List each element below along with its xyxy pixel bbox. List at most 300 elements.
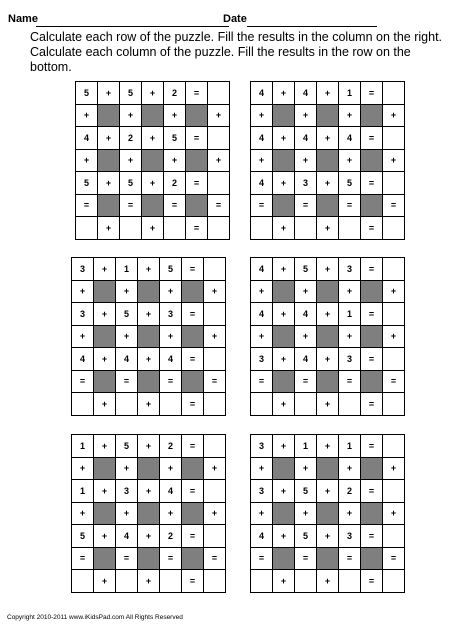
equals-operator: = xyxy=(383,548,404,570)
shaded-cell xyxy=(98,150,119,172)
answer-cell[interactable] xyxy=(383,393,404,415)
plus-operator: + xyxy=(317,258,338,280)
plus-operator: + xyxy=(94,525,115,547)
plus-operator: + xyxy=(138,303,159,325)
shaded-cell xyxy=(273,150,294,172)
plus-operator: + xyxy=(339,503,360,525)
plus-operator: + xyxy=(295,503,316,525)
plus-operator: + xyxy=(138,525,159,547)
answer-cell[interactable] xyxy=(72,393,93,415)
plus-operator: + xyxy=(317,480,338,502)
equals-operator: = xyxy=(295,195,316,217)
equals-operator: = xyxy=(361,258,382,280)
shaded-cell xyxy=(138,326,159,348)
answer-cell[interactable] xyxy=(160,393,181,415)
number-cell: 1 xyxy=(72,480,93,502)
plus-operator: + xyxy=(94,435,115,457)
number-cell: 4 xyxy=(160,348,181,370)
answer-cell[interactable] xyxy=(383,127,404,149)
number-cell: 4 xyxy=(295,127,316,149)
number-cell: 3 xyxy=(339,525,360,547)
shaded-cell xyxy=(138,503,159,525)
plus-operator: + xyxy=(138,393,159,415)
equals-operator: = xyxy=(361,172,382,194)
plus-operator: + xyxy=(94,258,115,280)
answer-cell[interactable] xyxy=(383,525,404,547)
plus-operator: + xyxy=(383,105,404,127)
puzzle-grid-6 xyxy=(250,434,405,593)
number-cell: 1 xyxy=(339,82,360,104)
number-cell: 2 xyxy=(120,127,141,149)
shaded-cell xyxy=(186,105,207,127)
plus-operator: + xyxy=(142,127,163,149)
plus-operator: + xyxy=(204,281,225,303)
shaded-cell xyxy=(273,503,294,525)
plus-operator: + xyxy=(273,435,294,457)
shaded-cell xyxy=(182,371,203,393)
equals-operator: = xyxy=(116,548,137,570)
answer-cell[interactable] xyxy=(204,435,225,457)
plus-operator: + xyxy=(208,105,229,127)
shaded-cell xyxy=(142,105,163,127)
equals-operator: = xyxy=(361,393,382,415)
shaded-cell xyxy=(138,548,159,570)
equals-operator: = xyxy=(182,435,203,457)
puzzle-grid-2 xyxy=(250,81,405,240)
equals-operator: = xyxy=(361,348,382,370)
number-cell: 5 xyxy=(120,82,141,104)
number-cell: 3 xyxy=(251,480,272,502)
shaded-cell xyxy=(273,548,294,570)
copyright-footer: Copyright 2010-2011 www.iKidsPad.com All Rights Reserved xyxy=(7,614,183,621)
plus-operator: + xyxy=(251,281,272,303)
plus-operator: + xyxy=(251,150,272,172)
equals-operator: = xyxy=(204,548,225,570)
number-cell: 5 xyxy=(116,435,137,457)
number-cell: 4 xyxy=(339,127,360,149)
number-cell: 2 xyxy=(339,480,360,502)
number-cell: 4 xyxy=(76,127,97,149)
plus-operator: + xyxy=(94,570,115,592)
answer-cell[interactable] xyxy=(383,217,404,239)
plus-operator: + xyxy=(339,458,360,480)
plus-operator: + xyxy=(72,458,93,480)
plus-operator: + xyxy=(273,303,294,325)
plus-operator: + xyxy=(98,127,119,149)
equals-operator: = xyxy=(339,195,360,217)
number-cell: 3 xyxy=(72,258,93,280)
shaded-cell xyxy=(142,150,163,172)
plus-operator: + xyxy=(273,82,294,104)
plus-operator: + xyxy=(160,326,181,348)
number-cell: 2 xyxy=(164,82,185,104)
plus-operator: + xyxy=(339,326,360,348)
shaded-cell xyxy=(273,371,294,393)
answer-cell[interactable] xyxy=(383,172,404,194)
equals-operator: = xyxy=(361,570,382,592)
number-cell: 3 xyxy=(116,480,137,502)
number-cell: 4 xyxy=(251,303,272,325)
answer-cell[interactable] xyxy=(208,127,229,149)
plus-operator: + xyxy=(383,503,404,525)
name-label: Name xyxy=(8,13,38,25)
number-cell: 3 xyxy=(160,303,181,325)
shaded-cell xyxy=(138,371,159,393)
answer-cell[interactable] xyxy=(383,480,404,502)
equals-operator: = xyxy=(295,371,316,393)
shaded-cell xyxy=(361,105,382,127)
number-cell: 1 xyxy=(339,435,360,457)
answer-cell[interactable] xyxy=(116,570,137,592)
plus-operator: + xyxy=(160,458,181,480)
equals-operator: = xyxy=(116,371,137,393)
plus-operator: + xyxy=(160,281,181,303)
number-cell: 4 xyxy=(160,480,181,502)
plus-operator: + xyxy=(142,217,163,239)
plus-operator: + xyxy=(204,326,225,348)
shaded-cell xyxy=(94,281,115,303)
number-cell: 2 xyxy=(164,172,185,194)
number-cell: 5 xyxy=(76,172,97,194)
shaded-cell xyxy=(98,105,119,127)
answer-cell[interactable] xyxy=(160,570,181,592)
number-cell: 5 xyxy=(295,258,316,280)
plus-operator: + xyxy=(94,348,115,370)
plus-operator: + xyxy=(273,172,294,194)
plus-operator: + xyxy=(317,127,338,149)
shaded-cell xyxy=(317,105,338,127)
answer-cell[interactable] xyxy=(204,393,225,415)
answer-cell[interactable] xyxy=(204,258,225,280)
number-cell: 5 xyxy=(295,525,316,547)
shaded-cell xyxy=(273,326,294,348)
plus-operator: + xyxy=(295,105,316,127)
equals-operator: = xyxy=(182,480,203,502)
shaded-cell xyxy=(317,548,338,570)
answer-cell[interactable] xyxy=(120,217,141,239)
equals-operator: = xyxy=(72,548,93,570)
plus-operator: + xyxy=(138,570,159,592)
shaded-cell xyxy=(182,281,203,303)
plus-operator: + xyxy=(116,326,137,348)
answer-cell[interactable] xyxy=(251,570,272,592)
number-cell: 2 xyxy=(160,525,181,547)
equals-operator: = xyxy=(182,258,203,280)
equals-operator: = xyxy=(182,303,203,325)
answer-cell[interactable] xyxy=(383,435,404,457)
plus-operator: + xyxy=(98,217,119,239)
answer-cell[interactable] xyxy=(383,348,404,370)
equals-operator: = xyxy=(186,217,207,239)
number-cell: 4 xyxy=(116,348,137,370)
plus-operator: + xyxy=(273,258,294,280)
shaded-cell xyxy=(138,281,159,303)
shaded-cell xyxy=(361,150,382,172)
equals-operator: = xyxy=(361,127,382,149)
answer-cell[interactable] xyxy=(72,570,93,592)
equals-operator: = xyxy=(182,570,203,592)
shaded-cell xyxy=(317,150,338,172)
plus-operator: + xyxy=(383,281,404,303)
equals-operator: = xyxy=(120,195,141,217)
number-cell: 3 xyxy=(339,348,360,370)
plus-operator: + xyxy=(208,150,229,172)
answer-cell[interactable] xyxy=(204,348,225,370)
plus-operator: + xyxy=(116,281,137,303)
answer-cell[interactable] xyxy=(251,217,272,239)
number-cell: 3 xyxy=(251,348,272,370)
plus-operator: + xyxy=(317,525,338,547)
shaded-cell xyxy=(361,548,382,570)
shaded-cell xyxy=(317,503,338,525)
answer-cell[interactable] xyxy=(251,393,272,415)
equals-operator: = xyxy=(339,548,360,570)
answer-cell[interactable] xyxy=(339,217,360,239)
puzzle-grid-3 xyxy=(71,257,226,416)
number-cell: 5 xyxy=(295,480,316,502)
number-cell: 5 xyxy=(164,127,185,149)
shaded-cell xyxy=(98,195,119,217)
shaded-cell xyxy=(317,371,338,393)
plus-operator: + xyxy=(72,503,93,525)
number-cell: 4 xyxy=(295,348,316,370)
number-cell: 4 xyxy=(251,172,272,194)
plus-operator: + xyxy=(317,570,338,592)
plus-operator: + xyxy=(138,435,159,457)
shaded-cell xyxy=(182,548,203,570)
shaded-cell xyxy=(273,281,294,303)
plus-operator: + xyxy=(142,82,163,104)
shaded-cell xyxy=(138,458,159,480)
plus-operator: + xyxy=(72,326,93,348)
answer-cell[interactable] xyxy=(208,82,229,104)
number-cell: 4 xyxy=(295,303,316,325)
equals-operator: = xyxy=(251,195,272,217)
equals-operator: = xyxy=(182,393,203,415)
plus-operator: + xyxy=(138,480,159,502)
shaded-cell xyxy=(361,195,382,217)
equals-operator: = xyxy=(204,371,225,393)
plus-operator: + xyxy=(98,172,119,194)
plus-operator: + xyxy=(98,82,119,104)
plus-operator: + xyxy=(383,326,404,348)
shaded-cell xyxy=(94,458,115,480)
plus-operator: + xyxy=(339,105,360,127)
number-cell: 3 xyxy=(251,435,272,457)
shaded-cell xyxy=(361,458,382,480)
shaded-cell xyxy=(182,458,203,480)
equals-operator: = xyxy=(383,195,404,217)
shaded-cell xyxy=(273,105,294,127)
number-cell: 3 xyxy=(295,172,316,194)
equals-operator: = xyxy=(361,82,382,104)
plus-operator: + xyxy=(295,458,316,480)
number-cell: 5 xyxy=(339,172,360,194)
equals-operator: = xyxy=(251,371,272,393)
plus-operator: + xyxy=(273,525,294,547)
equals-operator: = xyxy=(186,127,207,149)
equals-operator: = xyxy=(182,525,203,547)
plus-operator: + xyxy=(251,503,272,525)
plus-operator: + xyxy=(295,150,316,172)
number-cell: 1 xyxy=(72,435,93,457)
plus-operator: + xyxy=(120,150,141,172)
shaded-cell xyxy=(317,326,338,348)
shaded-cell xyxy=(94,371,115,393)
shaded-cell xyxy=(94,326,115,348)
plus-operator: + xyxy=(160,503,181,525)
plus-operator: + xyxy=(317,217,338,239)
plus-operator: + xyxy=(317,82,338,104)
shaded-cell xyxy=(94,503,115,525)
number-cell: 1 xyxy=(116,258,137,280)
plus-operator: + xyxy=(339,150,360,172)
equals-operator: = xyxy=(160,548,181,570)
plus-operator: + xyxy=(204,458,225,480)
plus-operator: + xyxy=(138,348,159,370)
answer-cell[interactable] xyxy=(76,217,97,239)
plus-operator: + xyxy=(317,348,338,370)
equals-operator: = xyxy=(361,435,382,457)
shaded-cell xyxy=(94,548,115,570)
equals-operator: = xyxy=(186,172,207,194)
plus-operator: + xyxy=(383,150,404,172)
shaded-cell xyxy=(361,281,382,303)
number-cell: 4 xyxy=(72,348,93,370)
plus-operator: + xyxy=(317,435,338,457)
plus-operator: + xyxy=(120,105,141,127)
plus-operator: + xyxy=(142,172,163,194)
plus-operator: + xyxy=(204,503,225,525)
equals-operator: = xyxy=(361,303,382,325)
equals-operator: = xyxy=(164,195,185,217)
answer-cell[interactable] xyxy=(204,303,225,325)
answer-cell[interactable] xyxy=(204,480,225,502)
number-cell: 4 xyxy=(251,127,272,149)
plus-operator: + xyxy=(164,105,185,127)
number-cell: 2 xyxy=(160,435,181,457)
answer-cell[interactable] xyxy=(204,525,225,547)
answer-cell[interactable] xyxy=(295,217,316,239)
plus-operator: + xyxy=(116,458,137,480)
number-cell: 5 xyxy=(116,303,137,325)
shaded-cell xyxy=(273,195,294,217)
shaded-cell xyxy=(361,326,382,348)
answer-cell[interactable] xyxy=(339,393,360,415)
equals-operator: = xyxy=(361,480,382,502)
plus-operator: + xyxy=(94,480,115,502)
plus-operator: + xyxy=(76,105,97,127)
date-field[interactable] xyxy=(247,26,377,27)
number-cell: 4 xyxy=(251,525,272,547)
equals-operator: = xyxy=(361,525,382,547)
number-cell: 4 xyxy=(251,82,272,104)
equals-operator: = xyxy=(295,548,316,570)
number-cell: 1 xyxy=(295,435,316,457)
shaded-cell xyxy=(317,195,338,217)
plus-operator: + xyxy=(164,150,185,172)
plus-operator: + xyxy=(251,105,272,127)
plus-operator: + xyxy=(273,480,294,502)
date-label: Date xyxy=(223,13,247,25)
shaded-cell xyxy=(182,326,203,348)
name-field[interactable] xyxy=(36,26,229,27)
answer-cell[interactable] xyxy=(383,303,404,325)
number-cell: 5 xyxy=(72,525,93,547)
number-cell: 5 xyxy=(76,82,97,104)
puzzle-grid-4 xyxy=(250,257,405,416)
answer-cell[interactable] xyxy=(164,217,185,239)
answer-cell[interactable] xyxy=(208,172,229,194)
plus-operator: + xyxy=(317,393,338,415)
shaded-cell xyxy=(317,458,338,480)
plus-operator: + xyxy=(273,127,294,149)
answer-cell[interactable] xyxy=(295,393,316,415)
puzzle-grid-5 xyxy=(71,434,226,593)
shaded-cell xyxy=(361,371,382,393)
plus-operator: + xyxy=(72,281,93,303)
answer-cell[interactable] xyxy=(383,258,404,280)
number-cell: 5 xyxy=(160,258,181,280)
equals-operator: = xyxy=(339,371,360,393)
number-cell: 4 xyxy=(251,258,272,280)
number-cell: 3 xyxy=(72,303,93,325)
number-cell: 5 xyxy=(120,172,141,194)
plus-operator: + xyxy=(76,150,97,172)
equals-operator: = xyxy=(186,82,207,104)
answer-cell[interactable] xyxy=(116,393,137,415)
plus-operator: + xyxy=(251,458,272,480)
shaded-cell xyxy=(186,195,207,217)
plus-operator: + xyxy=(383,458,404,480)
plus-operator: + xyxy=(273,570,294,592)
shaded-cell xyxy=(273,458,294,480)
equals-operator: = xyxy=(72,371,93,393)
plus-operator: + xyxy=(273,348,294,370)
plus-operator: + xyxy=(94,393,115,415)
number-cell: 4 xyxy=(116,525,137,547)
instructions-text: Calculate each row of the puzzle. Fill the results in the column on the right. Calculate each column of the puzzle. Fill the results in the row on the bottom. xyxy=(30,30,443,74)
answer-cell[interactable] xyxy=(204,570,225,592)
plus-operator: + xyxy=(295,281,316,303)
number-cell: 4 xyxy=(295,82,316,104)
plus-operator: + xyxy=(317,172,338,194)
shaded-cell xyxy=(317,281,338,303)
equals-operator: = xyxy=(182,348,203,370)
plus-operator: + xyxy=(273,393,294,415)
equals-operator: = xyxy=(160,371,181,393)
plus-operator: + xyxy=(295,326,316,348)
shaded-cell xyxy=(361,503,382,525)
plus-operator: + xyxy=(317,303,338,325)
puzzle-grid-1 xyxy=(75,81,230,240)
answer-cell[interactable] xyxy=(295,570,316,592)
equals-operator: = xyxy=(76,195,97,217)
shaded-cell xyxy=(182,503,203,525)
answer-cell[interactable] xyxy=(208,217,229,239)
shaded-cell xyxy=(142,195,163,217)
plus-operator: + xyxy=(273,217,294,239)
equals-operator: = xyxy=(383,371,404,393)
answer-cell[interactable] xyxy=(383,82,404,104)
plus-operator: + xyxy=(138,258,159,280)
number-cell: 1 xyxy=(339,303,360,325)
answer-cell[interactable] xyxy=(339,570,360,592)
equals-operator: = xyxy=(208,195,229,217)
answer-cell[interactable] xyxy=(383,570,404,592)
equals-operator: = xyxy=(251,548,272,570)
plus-operator: + xyxy=(251,326,272,348)
